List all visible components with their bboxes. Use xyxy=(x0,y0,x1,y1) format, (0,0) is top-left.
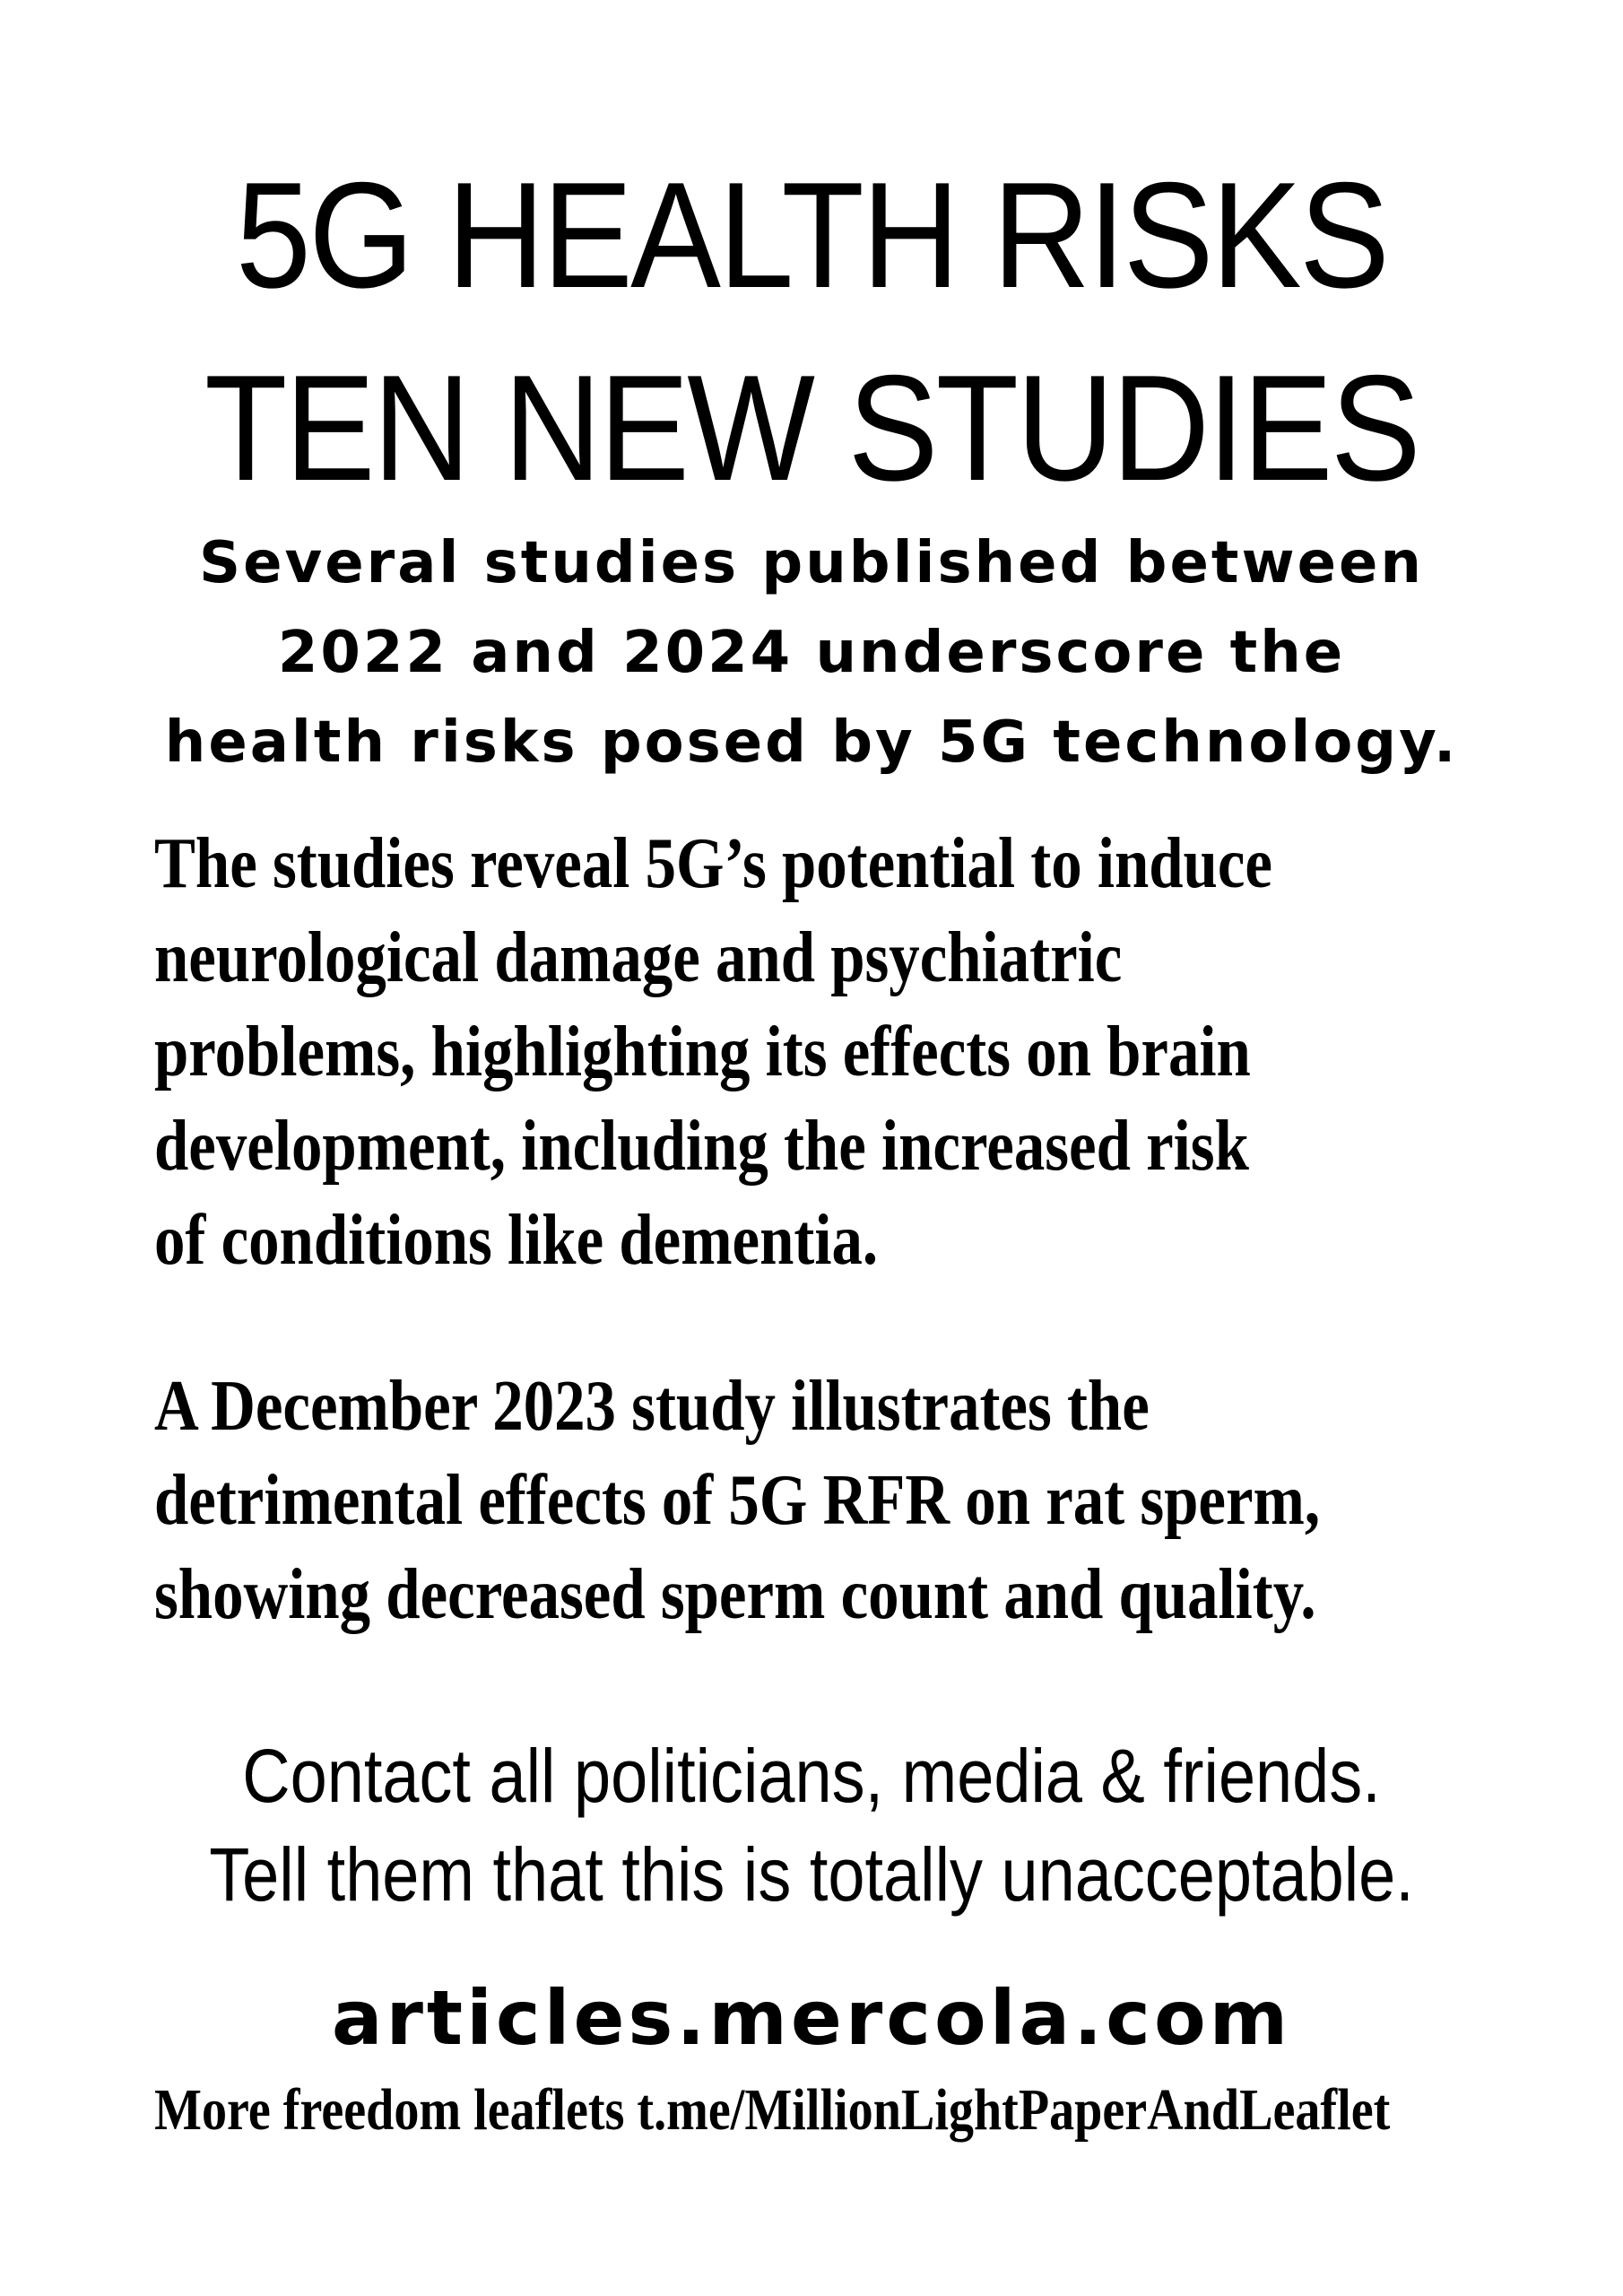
subheading-line-2: 2022 and 2024 underscore the xyxy=(277,620,1346,686)
call-to-action xyxy=(192,1726,1431,1924)
subheading xyxy=(108,518,1515,787)
paragraph-line: A December 2023 study illustrates the xyxy=(154,1365,1150,1446)
paragraph-line: problems, highlighting its effects on brain xyxy=(154,1011,1251,1091)
headline-line-2: TEN NEW STUDIES xyxy=(204,344,1419,512)
headline-line-1: 5G HEALTH RISKS xyxy=(235,151,1388,319)
paragraph-line: showing decreased sperm count and quality. xyxy=(154,1553,1316,1634)
paragraph-neurological xyxy=(154,816,1343,1287)
paragraph-line: of conditions like dementia. xyxy=(154,1199,879,1280)
headline xyxy=(178,139,1445,525)
paragraph-sperm-study xyxy=(154,1359,1343,1641)
paragraph-line: detrimental effects of 5G RFR on rat sperm, xyxy=(154,1459,1321,1540)
paragraph-line: The studies reveal 5G’s potential to induce xyxy=(154,822,1272,903)
subheading-line-3: health risks posed by 5G technology. xyxy=(164,709,1459,776)
source-site: articles.mercola.com xyxy=(331,1974,1292,2062)
call-to-action-line-2: Tell them that this is totally unacceptable. xyxy=(209,1832,1414,1917)
subheading-line-1: Several studies published between xyxy=(199,530,1424,596)
paragraph-line: neurological damage and psychiatric xyxy=(154,917,1123,997)
call-to-action-line-1: Contact all politicians, media & friends. xyxy=(242,1734,1381,1818)
paragraph-line: development, including the increased risk xyxy=(154,1105,1249,1186)
footer-note: More freedom leaflets t.me/MillionLightPaperAndLeaflet xyxy=(154,2077,1391,2143)
